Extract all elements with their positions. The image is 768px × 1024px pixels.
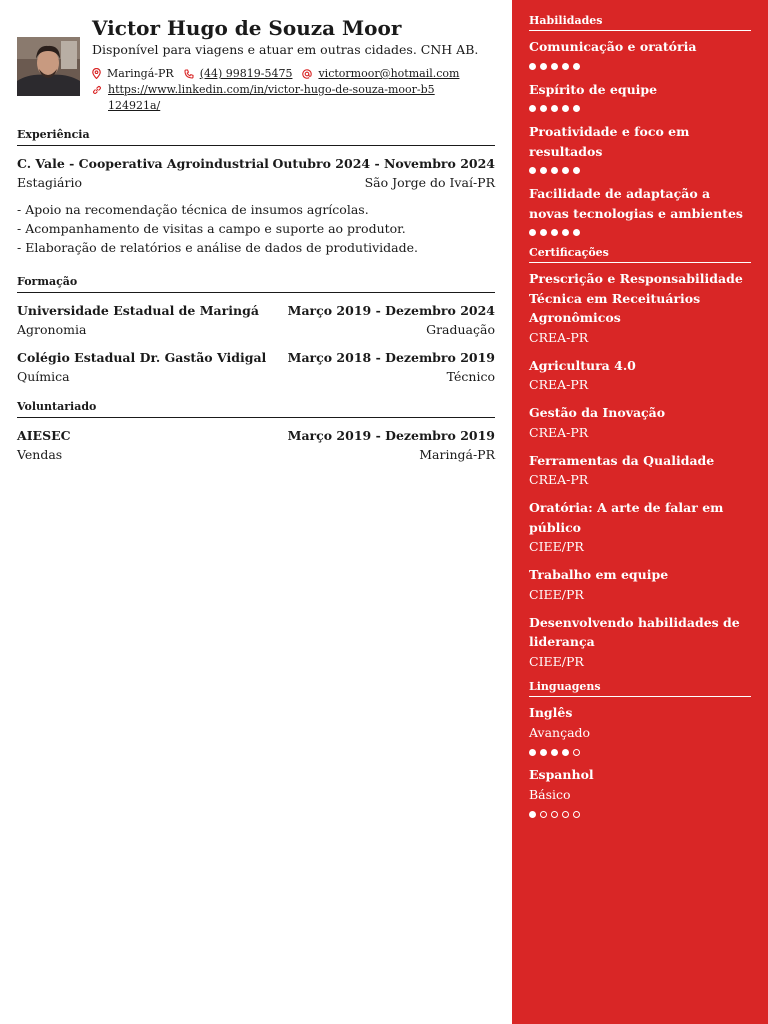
organization-name: AIESEC [17,428,71,443]
language-level-dots [529,811,751,819]
rating-dot-filled [562,63,569,70]
rating-dot-filled [529,63,536,70]
volunteer-place: Maringá-PR [419,447,495,462]
rating-dot-empty [573,749,580,756]
location-item [92,67,174,80]
rating-dot-filled [562,749,569,756]
education-entry [17,301,495,339]
rating-dot-filled [529,811,536,818]
sidebar [512,0,768,1024]
linkedin-item[interactable] [92,82,502,114]
certification-item [529,565,751,604]
volunteer-section [17,400,495,464]
certification-item [529,451,751,490]
rating-dot-empty [562,811,569,818]
certification-issuer: CREA-PR [529,377,589,392]
bullet-item: - Acompanhamento de visitas a campo e suporte ao produtor. [17,221,406,236]
rating-dot-filled [562,229,569,236]
certification-issuer: CIEE/PR [529,539,584,554]
certification-issuer: CIEE/PR [529,653,584,669]
rating-dot-filled [573,167,580,174]
email-link[interactable]: victormoor@hotmail.com [318,67,460,80]
skill-item [529,184,751,237]
certification-issuer: CREA-PR [529,329,589,345]
company-name: C. Vale - Cooperativa Agroindustrial [17,156,269,171]
certification-name: Agricultura 4.0 [529,357,636,373]
at-sign-icon [302,69,312,79]
languages-list [529,703,751,819]
rating-dot-filled [551,105,558,112]
language-name: Inglês [529,704,573,720]
skill-item [529,122,751,175]
rating-dot-filled [573,63,580,70]
skill-name: Facilidade de adaptação a novas tecnologias e ambientes [529,186,743,221]
section-title-languages: Linguagens [529,680,751,697]
rating-dot-filled [551,749,558,756]
resume-header [17,0,495,120]
language-level-dots [529,749,751,757]
rating-dot-empty [551,811,558,818]
rating-dot-filled [529,749,536,756]
experience-role: Estagiário [17,175,82,190]
skill-name: Proatividade e foco em resultados [529,124,690,159]
rating-dot-filled [540,229,547,236]
certification-issuer: CIEE/PR [529,586,584,602]
skill-item [529,37,751,71]
rating-dot-filled [551,229,558,236]
certification-name: Oratória: A arte de falar em público [529,500,724,535]
skill-name: Comunicação e oratória [529,39,697,54]
certification-item [529,403,751,442]
rating-dot-filled [529,167,536,174]
language-item [529,703,751,757]
bullet-item: - Apoio na recomendação técnica de insumos agrícolas. [17,202,369,217]
experience-entry [17,154,495,257]
certification-item [529,269,751,347]
skill-level-dots [529,63,751,71]
language-level: Básico [529,786,571,802]
language-level: Avançado [529,724,591,740]
certification-item [529,613,751,671]
skill-level-dots [529,229,751,237]
education-level: Técnico [446,369,495,384]
skill-item [529,80,751,114]
skills-list [529,37,751,237]
certification-item [529,498,751,556]
skill-name: Espírito de equipe [529,81,658,97]
education-section [17,275,495,386]
location-pin-icon [92,68,101,79]
phone-icon [184,69,194,79]
section-title-education: Formação [17,275,495,293]
school-name: Universidade Estadual de Maringá [17,303,259,318]
experience-place: São Jorge do Ivaí-PR [364,175,495,190]
certification-name: Ferramentas da Qualidade [529,452,715,468]
education-entry [17,348,495,386]
education-level: Graduação [426,322,495,337]
course-name: Química [17,369,70,384]
profile-photo [17,37,80,96]
rating-dot-empty [540,811,547,818]
rating-dot-filled [529,105,536,112]
rating-dot-filled [562,167,569,174]
certifications-list [529,269,751,671]
certification-name: Trabalho em equipe [529,567,669,582]
skill-level-dots [529,105,751,113]
rating-dot-filled [573,229,580,236]
experience-dates: Outubro 2024 - Novembro 2024 [272,156,495,171]
certification-name: Gestão da Inovação [529,405,666,420]
contact-info [92,67,502,114]
certification-name: Desenvolvendo habilidades de liderança [529,614,740,649]
rating-dot-filled [540,167,547,174]
rating-dot-filled [573,105,580,112]
certification-name: Prescrição e Responsabilidade Técnica em Receituários Agronômicos [529,271,743,325]
rating-dot-filled [540,105,547,112]
rating-dot-empty [573,811,580,818]
section-title-volunteer: Voluntariado [17,400,495,418]
location-text: Maringá-PR [107,67,174,80]
education-dates: Março 2018 - Dezembro 2019 [287,350,495,365]
language-name: Espanhol [529,766,594,782]
skill-level-dots [529,167,751,175]
section-title-experience: Experiência [17,128,495,146]
section-title-skills: Habilidades [529,14,751,31]
course-name: Agronomia [17,322,87,337]
school-name: Colégio Estadual Dr. Gastão Vidigal [17,350,267,365]
certification-issuer: CREA-PR [529,472,589,487]
linkedin-link[interactable]: https://www.linkedin.com/in/victor-hugo-de-souza-moor-b5124921a/ [108,83,435,112]
section-title-certifications: Certificações [529,246,751,263]
education-dates: Março 2019 - Dezembro 2024 [287,303,495,318]
rating-dot-filled [529,229,536,236]
language-item [529,765,751,819]
rating-dot-filled [562,105,569,112]
rating-dot-filled [551,167,558,174]
rating-dot-filled [540,749,547,756]
phone-item[interactable] [184,67,293,80]
phone-link[interactable]: (44) 99819-5475 [199,67,293,80]
candidate-name: Victor Hugo de Souza Moor [92,16,402,40]
certification-issuer: CREA-PR [529,424,589,440]
email-item[interactable] [302,67,459,80]
volunteer-role: Vendas [17,447,63,462]
link-icon [92,85,102,95]
rating-dot-filled [540,63,547,70]
bullet-item: - Elaboração de relatórios e análise de dados de produtividade. [17,240,418,255]
experience-bullets [17,200,495,257]
volunteer-entry [17,426,495,464]
certification-item [529,356,751,395]
candidate-summary: Disponível para viagens e atuar em outras cidades. CNH AB. [92,42,479,57]
volunteer-dates: Março 2019 - Dezembro 2019 [287,428,495,443]
experience-section [17,128,495,257]
rating-dot-filled [551,63,558,70]
